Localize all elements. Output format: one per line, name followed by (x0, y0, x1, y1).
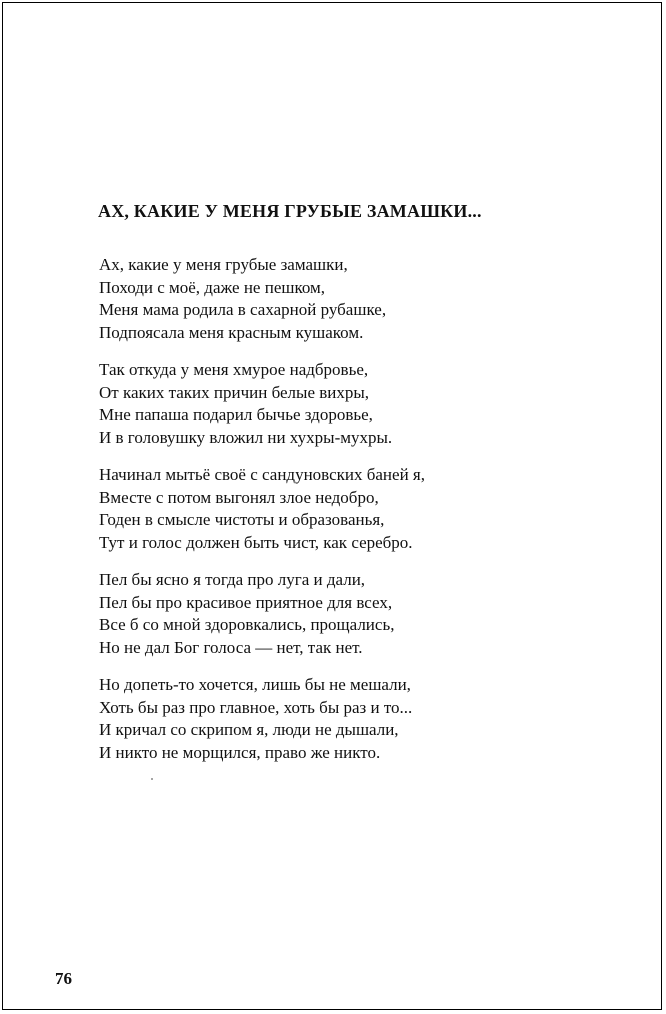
stanza-3 (99, 464, 579, 554)
poem-line: Хоть бы раз про главное, хоть бы раз и то... (99, 697, 413, 717)
poem-line: От каких таких причин белые вихры, (99, 382, 370, 402)
poem-line: Пел бы про красивое приятное для всех, (99, 592, 393, 612)
poem-line: И никто не морщился, право же никто. (99, 742, 381, 762)
poem-line: И кричал со скрипом я, люди не дышали, (99, 720, 399, 739)
poem-line: Но не дал Бог голоса — нет, так нет. (99, 637, 363, 657)
book-page (2, 2, 662, 1010)
poem-line: Так откуда у меня хмурое надбровье, (99, 360, 369, 379)
poem-line: Вместе с потом выгонял злое недобро, (99, 487, 379, 507)
page-number: 76 (55, 969, 72, 988)
poem-line: Подпоясала меня красным кушаком. (99, 322, 364, 342)
poem-line: Годен в смысле чистоты и образованья, (99, 510, 385, 529)
stanza-4 (99, 569, 579, 659)
poem-line: Меня мама родила в сахарной рубашке, (99, 300, 387, 319)
poem-line: Начинал мытьё своё с сандуновских баней я, (99, 465, 425, 484)
print-speck (151, 778, 153, 780)
poem-line: Тут и голос должен быть чист, как серебро. (99, 532, 413, 552)
poem-body (99, 254, 579, 779)
stanza-2 (99, 359, 579, 449)
poem-line: И в головушку вложил ни хухры-мухры. (99, 427, 393, 447)
poem-line: Мне папаша подарил бычье здоровье, (99, 405, 373, 424)
poem-line: Пел бы ясно я тогда про луга и дали, (99, 570, 366, 589)
poem-line: Но допеть-то хочется, лишь бы не мешали, (99, 675, 411, 694)
stanza-1 (99, 254, 579, 344)
poem-line: Все б со мной здоровкались, прощались, (99, 615, 395, 634)
poem-title: АХ, КАКИЕ У МЕНЯ ГРУБЫЕ ЗАМАШКИ... (98, 201, 482, 221)
poem-line: Походи с моё, даже не пешком, (99, 277, 326, 297)
stanza-5 (99, 674, 579, 764)
poem-line: Ах, какие у меня грубые замашки, (99, 255, 348, 274)
